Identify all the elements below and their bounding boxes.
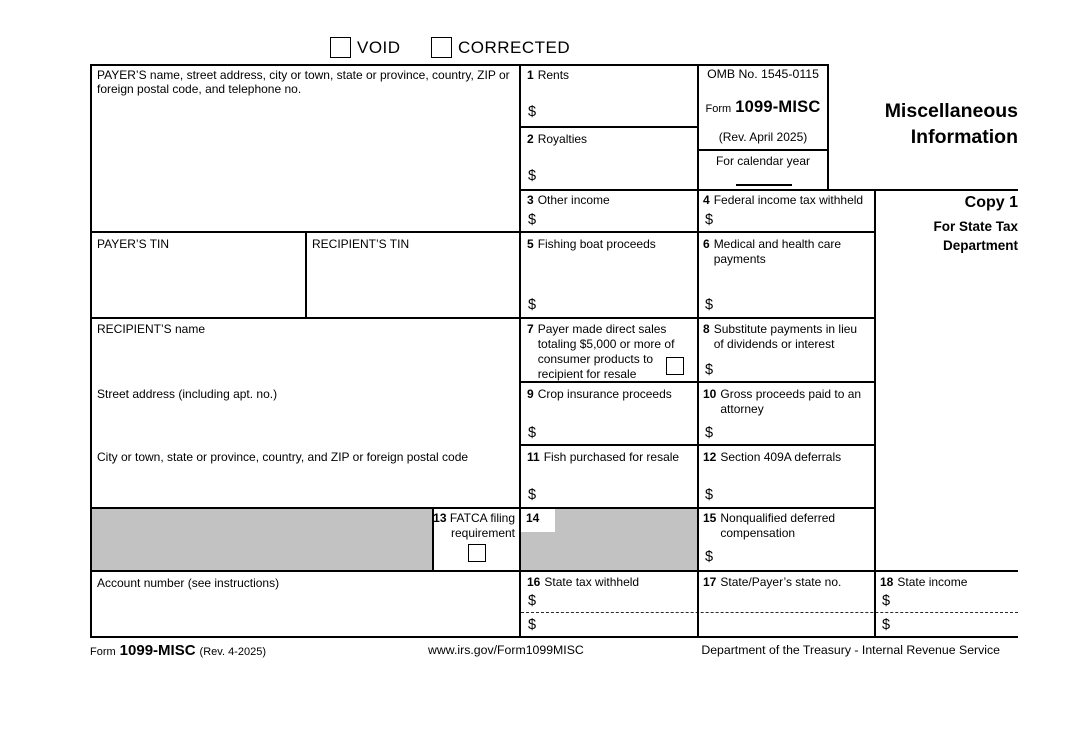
void-checkbox[interactable] bbox=[330, 37, 351, 58]
recipient-name-field[interactable] bbox=[92, 337, 512, 382]
box3-dollar: $ bbox=[528, 212, 537, 228]
box14-label: 14 bbox=[526, 511, 540, 525]
box15-dollar: $ bbox=[705, 549, 714, 565]
line-row7-row8 bbox=[90, 507, 876, 509]
box4-label: 4 Federal income tax withheld bbox=[703, 193, 864, 207]
box7-label: 7 Payer made direct sales totaling $5,000 or more of consumer products to recipient for resale bbox=[527, 322, 675, 381]
box7-direct-sales-checkbox[interactable] bbox=[666, 357, 684, 375]
form-title-line1: Miscellaneous bbox=[884, 100, 1018, 122]
box11-amount-field[interactable] bbox=[542, 485, 692, 505]
footer-revision: (Rev. 4-2025) bbox=[199, 646, 266, 658]
footer-form-id bbox=[90, 642, 266, 659]
box12-amount-field[interactable] bbox=[719, 485, 867, 505]
line-copy-left bbox=[874, 189, 876, 638]
box15-amount-field[interactable] bbox=[719, 547, 867, 567]
box3-label: 3 Other income bbox=[527, 193, 610, 207]
border-top bbox=[90, 64, 828, 66]
box1-amount-field[interactable] bbox=[542, 102, 692, 124]
box1-dollar: $ bbox=[528, 104, 537, 120]
line-row8-row9 bbox=[90, 570, 1018, 572]
box18-amount-field-2[interactable] bbox=[898, 616, 1013, 634]
box5-label: 5 Fishing boat proceeds bbox=[527, 237, 656, 251]
revision-label: (Rev. April 2025) bbox=[718, 130, 808, 144]
recipient-name-label: RECIPIENT’S name bbox=[97, 322, 206, 336]
box13-label: 13 FATCA filing requirement bbox=[433, 511, 515, 540]
payer-tin-field[interactable] bbox=[92, 252, 300, 312]
payer-info-label: PAYER’S name, street address, city or town, state or province, country, ZIP or foreign postal code, and telephone no. bbox=[97, 68, 510, 97]
corrected-label: CORRECTED bbox=[458, 38, 571, 57]
box2-dollar: $ bbox=[528, 168, 537, 184]
form-number-block bbox=[699, 98, 827, 117]
form-word: Form bbox=[705, 103, 732, 115]
box12-label: 12 Section 409A deferrals bbox=[703, 450, 842, 464]
line-box1-box2 bbox=[519, 126, 699, 128]
box6-label: 6 Medical and health care payments bbox=[703, 237, 842, 266]
box11-dollar: $ bbox=[528, 487, 537, 503]
box8-dollar: $ bbox=[705, 362, 714, 378]
street-address-field[interactable] bbox=[92, 402, 512, 445]
copy-dept-line1: For State Tax bbox=[933, 219, 1018, 234]
recipient-tin-field[interactable] bbox=[307, 252, 515, 312]
copy-dept-line2: Department bbox=[942, 238, 1018, 253]
street-address-label: Street address (including apt. no.) bbox=[97, 387, 278, 401]
calendar-year-field[interactable] bbox=[736, 165, 792, 183]
box9-dollar: $ bbox=[528, 425, 537, 441]
box3-amount-field[interactable] bbox=[542, 211, 692, 230]
box4-amount-field[interactable] bbox=[719, 211, 867, 230]
box1-label: 1 Rents bbox=[527, 68, 570, 82]
box18-dollar-1: $ bbox=[882, 593, 891, 609]
box4-dollar: $ bbox=[705, 212, 714, 228]
calendar-year-blank bbox=[736, 184, 792, 186]
account-number-field[interactable] bbox=[92, 592, 512, 634]
footer-agency: Department of the Treasury - Internal Revenue Service bbox=[701, 643, 1000, 657]
box13-fatca-checkbox[interactable] bbox=[468, 544, 486, 562]
shaded-unused-cell bbox=[92, 509, 432, 570]
line-row4-row5 bbox=[90, 317, 876, 319]
box16-amount-field-2[interactable] bbox=[544, 616, 692, 634]
box8-amount-field[interactable] bbox=[719, 360, 867, 380]
footer-form-number: 1099-MISC bbox=[119, 642, 196, 659]
box16-amount-field-1[interactable] bbox=[544, 592, 692, 610]
box10-dollar: $ bbox=[705, 425, 714, 441]
footer-url[interactable]: www.irs.gov/Form1099MISC bbox=[428, 643, 584, 657]
box6-dollar: $ bbox=[705, 297, 714, 313]
payer-info-field[interactable] bbox=[92, 95, 512, 225]
box9-amount-field[interactable] bbox=[542, 423, 692, 443]
form-title bbox=[818, 98, 1018, 150]
box2-label: 2 Royalties bbox=[527, 132, 588, 146]
box2-amount-field[interactable] bbox=[542, 166, 692, 188]
box16-label: 16 State tax withheld bbox=[527, 575, 640, 589]
recipient-tin-label: RECIPIENT’S TIN bbox=[312, 237, 410, 251]
calendar-year-label: For calendar year bbox=[715, 154, 811, 168]
footer-form-word: Form bbox=[90, 646, 116, 658]
void-label: VOID bbox=[357, 38, 401, 57]
box17-label: 17 State/Payer’s state no. bbox=[703, 575, 842, 589]
corrected-checkbox[interactable] bbox=[431, 37, 452, 58]
box6-amount-field[interactable] bbox=[719, 294, 867, 315]
box18-label: 18 State income bbox=[880, 575, 968, 589]
line-row3-row4 bbox=[90, 231, 876, 233]
box16-dollar-1: $ bbox=[528, 593, 537, 609]
payer-tin-label: PAYER’S TIN bbox=[97, 237, 170, 251]
box17-field[interactable] bbox=[703, 592, 868, 634]
box9-label: 9 Crop insurance proceeds bbox=[527, 387, 672, 401]
line-omb-calendar bbox=[697, 149, 828, 151]
omb-number: OMB No. 1545-0115 bbox=[707, 67, 819, 81]
border-bottom bbox=[90, 636, 1018, 638]
box12-dollar: $ bbox=[705, 487, 714, 503]
line-row2-row3 bbox=[519, 189, 1018, 191]
box11-label: 11 Fish purchased for resale bbox=[527, 450, 680, 464]
box18-amount-field-1[interactable] bbox=[898, 592, 1013, 610]
line-col2-col3 bbox=[697, 64, 699, 638]
box18-dollar-2: $ bbox=[882, 617, 891, 633]
box15-label: 15 Nonqualified deferred compensation bbox=[703, 511, 836, 540]
line-col1-col2 bbox=[519, 64, 521, 638]
account-number-label: Account number (see instructions) bbox=[97, 576, 280, 590]
form-title-line2: Information bbox=[910, 126, 1018, 148]
city-field[interactable] bbox=[92, 465, 512, 505]
box5-amount-field[interactable] bbox=[542, 294, 692, 315]
box10-label: 10 Gross proceeds paid to an attorney bbox=[703, 387, 862, 416]
city-label: City or town, state or province, country, and ZIP or foreign postal code bbox=[97, 450, 469, 464]
form-number: 1099-MISC bbox=[735, 98, 821, 116]
copy-label: Copy 1 bbox=[964, 194, 1018, 211]
box5-dollar: $ bbox=[528, 297, 537, 313]
box8-label: 8 Substitute payments in lieu of dividends or interest bbox=[703, 322, 858, 351]
box14-field[interactable] bbox=[556, 520, 691, 565]
box16-dollar-2: $ bbox=[528, 617, 537, 633]
box10-amount-field[interactable] bbox=[719, 423, 867, 443]
